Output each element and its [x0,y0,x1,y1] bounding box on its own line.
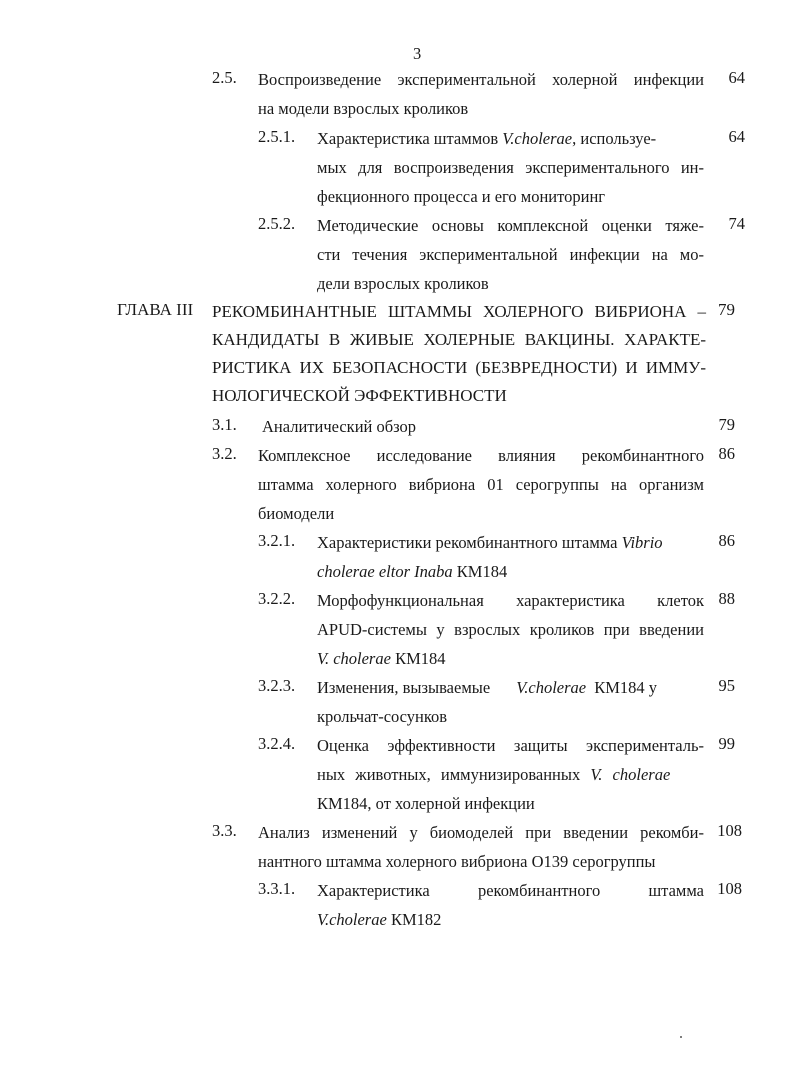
chapter-title-line: РЕКОМБИНАНТНЫЕ ШТАММЫ ХОЛЕРНОГО ВИБРИОНА – [212,302,706,321]
entry-page: 99 [718,734,735,753]
entry-title-line [317,763,704,787]
entry-number: 3.2.3. [258,676,296,695]
scan-speck [680,1036,682,1038]
entry-title-text: КМ184 у [590,678,658,697]
entry-page: 88 [718,589,735,608]
chapter-title-line: КАНДИДАТЫ В ЖИВЫЕ ХОЛЕРНЫЕ ВАКЦИНЫ. ХАРАКТЕ- [212,330,706,349]
entry-title-line: фекционного процесса и его мониторинг [317,187,606,206]
entry-title-line: Морфофункциональная характеристика клеток [317,591,704,610]
entry-title-line [317,531,663,555]
entry-page: 79 [718,415,735,434]
entry-title-line [317,908,441,932]
entry-page: 79 [718,300,735,319]
entry-title-italic: V. cholerae [590,765,671,784]
entry-title-line: Аналитический обзор [262,417,417,436]
entry-title-line: Анализ изменений у биомоделей при введении рекомби- [258,823,704,842]
entry-title-italic: cholerae eltor Inaba [317,562,453,581]
entry-title-italic: Vibrio [621,533,663,552]
entry-page: 64 [728,127,745,146]
entry-title-italic: V. cholerae [317,649,391,668]
entry-number: 3.3.1. [258,879,296,898]
entry-title-line [317,647,446,671]
entry-page: 64 [728,68,745,87]
entry-title-line: биомодели [258,504,335,523]
entry-title-line: Характеристика рекомбинантного штамма [317,881,704,900]
entry-number: 2.5.1. [258,127,296,146]
entry-page: 86 [718,444,735,463]
entry-number: 3.2.2. [258,589,296,608]
entry-title-line [317,676,704,700]
entry-title-text: КМ182 [386,910,442,929]
entry-title-line: Методические основы комплексной оценки тяже- [317,216,704,235]
entry-title-line: дели взрослых кроликов [317,274,489,293]
entry-title-line: Воспроизведение экспериментальной холерной инфекции [258,70,704,89]
page-number: 3 [413,44,422,63]
chapter-title-line: НОЛОГИЧЕСКОЙ ЭФФЕКТИВНОСТИ [212,386,507,405]
entry-page: 86 [718,531,735,550]
entry-title-line [317,560,507,584]
entry-title-text: Изменения, вызываемые [317,678,495,697]
entry-title-line: нантного штамма холерного вибриона О139 серогруппы [258,852,656,871]
entry-number: 2.5. [212,68,237,87]
entry-title-line: сти течения экспериментальной инфекции на мо- [317,245,704,264]
entry-title-text: , используе- [572,129,657,148]
entry-title-italic: V.cholerae [317,910,387,929]
entry-title-line: крольчат-сосунков [317,707,448,726]
entry-title-line: Комплексное исследование влияния рекомбинантного [258,446,704,465]
entry-title-line: APUD-системы у взрослых кроликов при введении [317,620,704,639]
entry-page: 95 [718,676,735,695]
entry-number: 3.2.4. [258,734,296,753]
entry-title-line: на модели взрослых кроликов [258,99,469,118]
entry-title-text: КМ184 [452,562,508,581]
chapter-number: ГЛАВА III [117,300,194,319]
chapter-title-line: РИСТИКА ИХ БЕЗОПАСНОСТИ (БЕЗВРЕДНОСТИ) И ИММУ- [212,358,706,377]
entry-page: 108 [717,879,742,898]
entry-page: 108 [717,821,742,840]
entry-number: 2.5.2. [258,214,296,233]
entry-title-line: штамма холерного вибриона 01 серогруппы на организм [258,475,704,494]
entry-title-line: мых для воспроизведения экспериментального ин- [317,158,704,177]
entry-title-line: КМ184, от холерной инфекции [317,794,535,813]
entry-number: 3.3. [212,821,237,840]
entry-title-line [317,127,704,151]
entry-title-text: Характеристики рекомбинантного штамма [317,533,622,552]
entry-title-italic: V.cholerae [516,678,587,697]
entry-page: 74 [728,214,745,233]
entry-title-italic: V.cholerae [502,129,573,148]
entry-number: 3.2.1. [258,531,296,550]
entry-title-text: КМ184 [390,649,446,668]
entry-number: 3.1. [212,415,237,434]
entry-number: 3.2. [212,444,237,463]
entry-title-text: ных животных, иммунизированных [317,765,591,784]
entry-title-text: Характеристика штаммов [317,129,503,148]
entry-title-line: Оценка эффективности защиты эксперименталь- [317,736,704,755]
